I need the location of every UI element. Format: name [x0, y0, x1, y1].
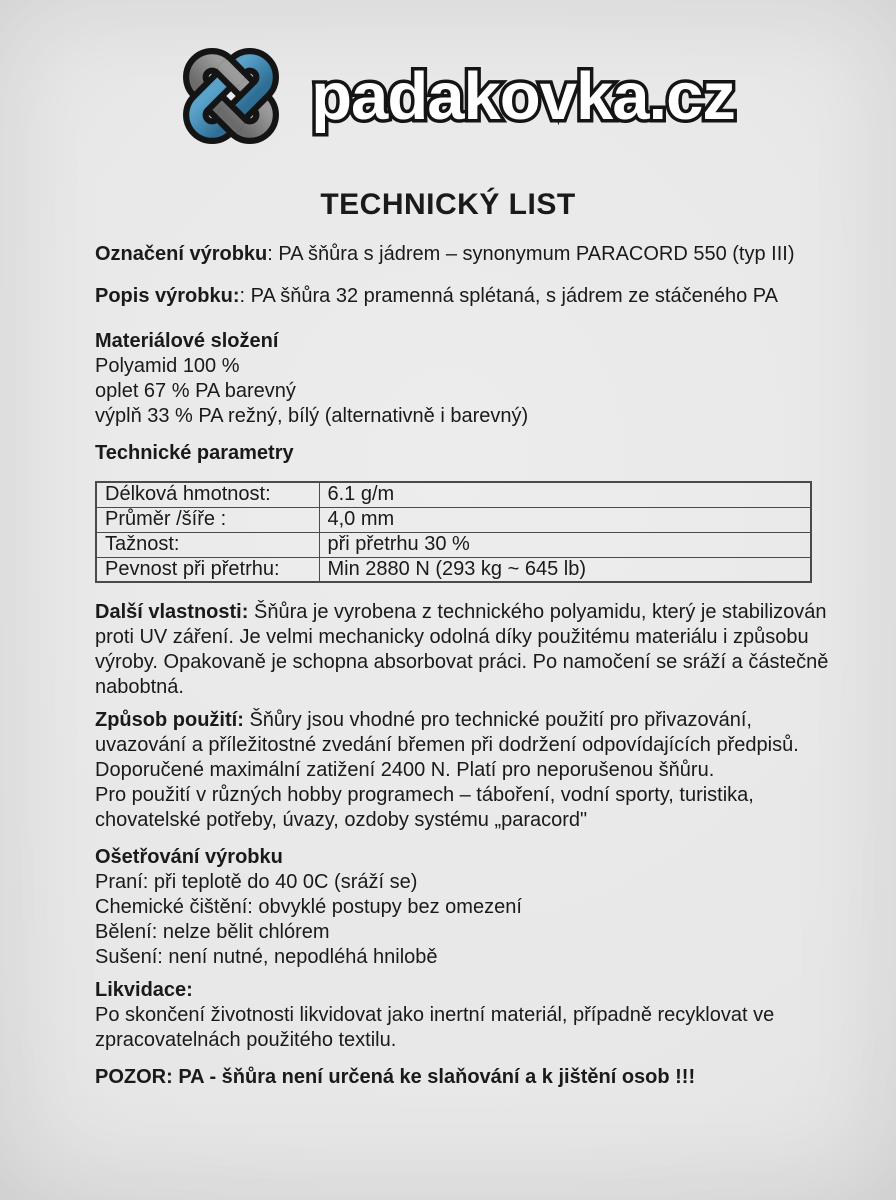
- material-line: oplet 67 % PA barevný: [95, 380, 296, 402]
- table-row: [96, 532, 811, 557]
- tech-params-table: [95, 481, 812, 583]
- material-line: výplň 33 % PA režný, bílý (alternativně i barevný): [95, 405, 529, 427]
- table-row: [96, 507, 811, 532]
- section-disposal: [95, 978, 832, 1053]
- section-lead-label: Způsob použití:: [95, 709, 244, 731]
- field-value: : PA šňůra 32 pramenná splétaná, s jádrem ze stáčeného PA: [239, 285, 778, 307]
- section-usage: [95, 708, 832, 833]
- section-heading: Materiálové složení: [95, 330, 279, 352]
- care-line: Sušení: není nutné, nepodléhá hnilobě: [95, 946, 438, 968]
- table-row: [96, 482, 811, 507]
- care-line: Chemické čištění: obvyklé postupy bez omezení: [95, 896, 522, 918]
- param-name-cell: Tažnost:: [96, 532, 319, 557]
- document-body: [95, 242, 832, 1090]
- param-value-cell: 6.1 g/m: [319, 482, 811, 507]
- section-text: Šňůry jsou vhodné pro technické použití pro přivazování, uvazování a příležitostné zvedání břemen při dodržení odpovídajících předpisů. Doporučené maximální zatižení 2400 N. Platí pro neporušenou šňůru.: [95, 709, 799, 781]
- param-value-cell: Min 2880 N (293 kg ~ 645 lb): [319, 557, 811, 582]
- field-label: Popis výrobku:: [95, 285, 240, 307]
- field-label: Označení výrobku: [95, 243, 268, 265]
- section-material: [95, 329, 832, 429]
- logo-wordmark: padakovka.cz: [311, 58, 735, 134]
- section-care: [95, 845, 832, 970]
- section-heading: Ošetřování výrobku: [95, 846, 283, 868]
- section-text: Šňůra je vyrobena z technického polyamidu, který je stabilizován proti UV záření. Je velmi mechanicky odolná díky použitému materiálu i způsobu výroby. Opakovaně je schopna absorbovat práci. Po namočení se sráží a částečně nabobtná.: [95, 601, 829, 698]
- table-row: [96, 557, 811, 582]
- knot-icon: [161, 34, 301, 158]
- param-value-cell: 4,0 mm: [319, 507, 811, 532]
- section-heading-tech-params: Technické parametry: [95, 442, 294, 464]
- param-name-cell: Délková hmotnost:: [96, 482, 319, 507]
- param-value-cell: při přetrhu 30 %: [319, 532, 811, 557]
- material-line: Polyamid 100 %: [95, 355, 240, 377]
- usage-paragraph-hobby: Pro použití v různých hobby programech – táboření, vodní sporty, turistika, chovatelské potřeby, úvazy, ozdoby systému „paracord": [95, 784, 754, 831]
- care-line: Bělení: nelze bělit chlórem: [95, 921, 330, 943]
- logo: [0, 34, 896, 158]
- field-value: : PA šňůra s jádrem – synonymum PARACORD 550 (typ III): [267, 243, 795, 265]
- field-product-description: [95, 284, 832, 309]
- usage-paragraph: [95, 708, 832, 783]
- param-name-cell: Pevnost při přetrhu:: [96, 557, 319, 582]
- care-line: Praní: při teplotě do 40 0C (sráží se): [95, 871, 418, 893]
- field-product-designation: [95, 242, 832, 267]
- section-other-properties: [95, 600, 832, 700]
- section-lead-label: Další vlastnosti:: [95, 601, 249, 623]
- section-heading: Likvidace:: [95, 979, 193, 1001]
- page-title: TECHNICKÝ LIST: [320, 188, 576, 221]
- disposal-text: Po skončení životnosti likvidovat jako inertní materiál, případně recyklovat ve zpracovatelnách použitého textilu.: [95, 1004, 775, 1051]
- param-name-cell: Průměr /šíře :: [96, 507, 319, 532]
- warning-line: POZOR: PA - šňůra není určená ke slaňování a k jištění osob !!!: [95, 1066, 696, 1088]
